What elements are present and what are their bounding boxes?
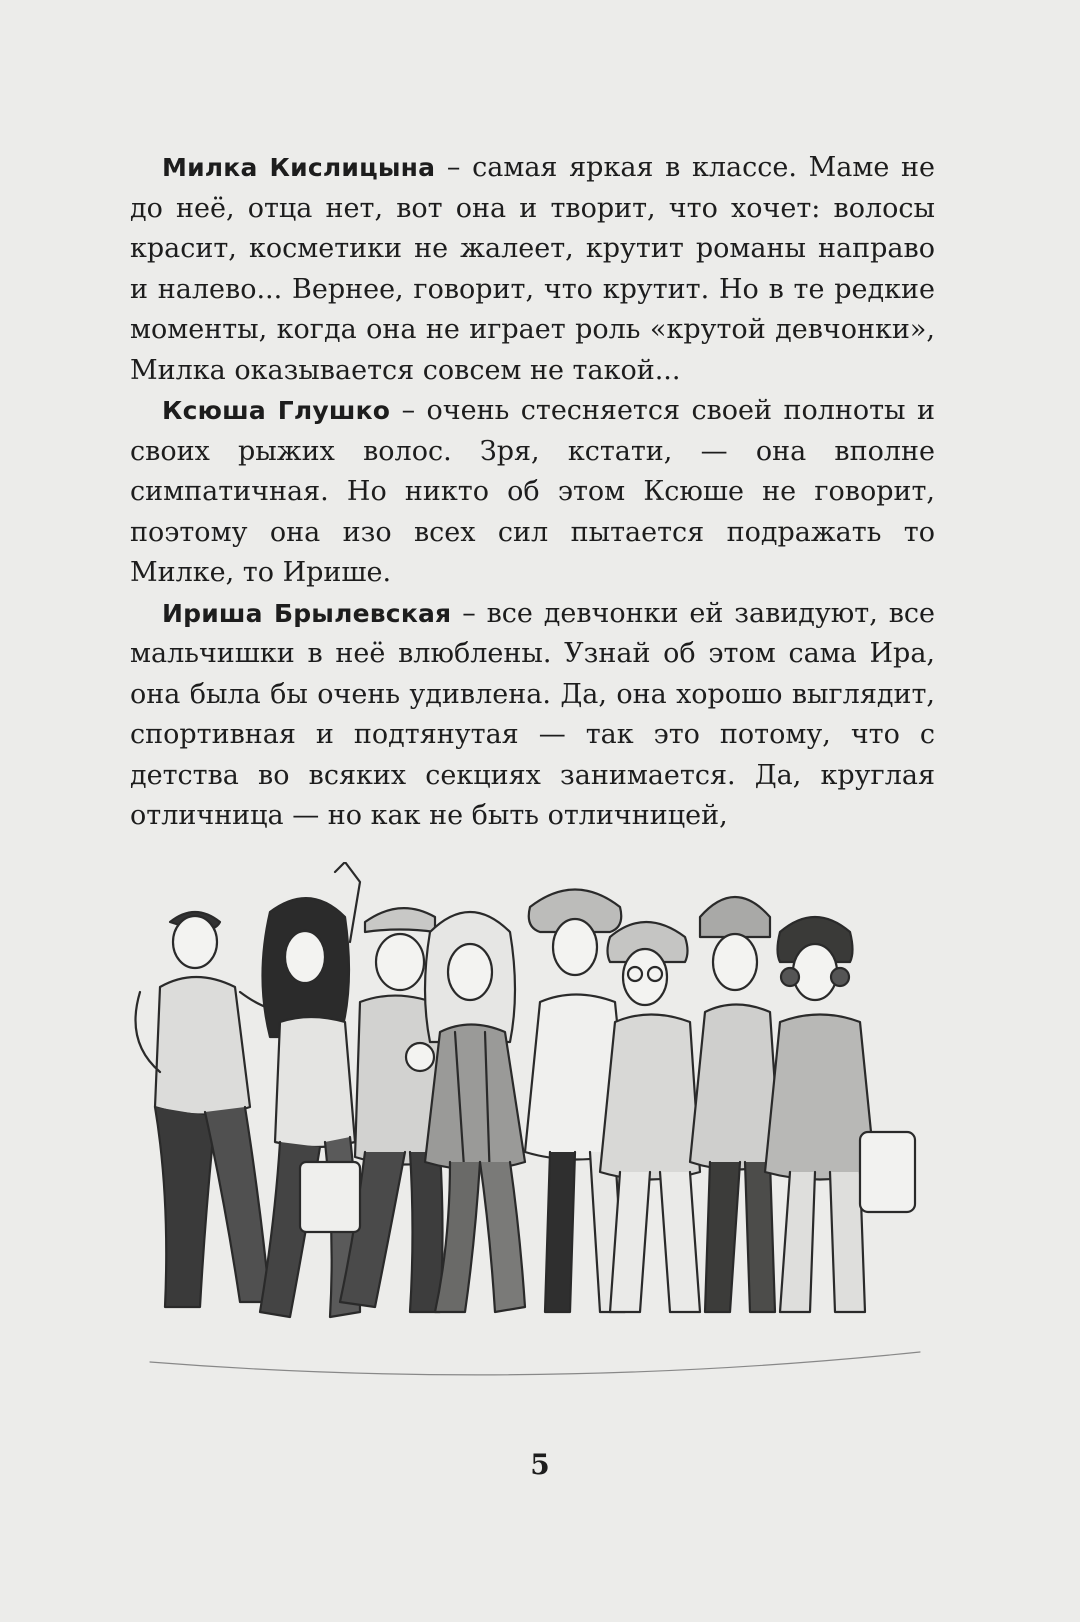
page-number: 5	[530, 1448, 550, 1481]
figure-boy-knit-hat	[690, 897, 780, 1312]
paragraph-text: – все девчонки ей завидуют, все мальчишки в неё влюблены. Узнай об этом сама Ира, она была бы очень удивлена. Да, она хорошо выглядит, спортивная и подтянутая — так это потому, что с детства во всяких секциях занимается. Да, круглая отличница — но как не быть отличницей,	[130, 597, 935, 831]
figure-boy-headphones	[765, 917, 915, 1312]
body-text	[130, 148, 935, 837]
paragraph-text: – очень стесняется своей полноты и своих рыжих волос. Зря, кстати, — она вполне симпатичная. Но никто об этом Ксюше не говорит, поэтому она изо всех сил пытается подражать то Милке, то Ирише.	[130, 395, 935, 588]
figure-boy-glasses	[600, 922, 700, 1312]
paragraph-text: – самая яркая в классе. Маме не до неё, отца нет, вот она и творит, что хочет: волосы красит, косметики не жалеет, крутит романы направо и налево... Вернее, говорит, что крутит. Но в те редкие моменты, когда она не играет роль «крутой девчонки», Милка оказывается совсем не такой...	[130, 152, 935, 386]
character-name: Ириша Брылевская	[162, 598, 452, 628]
character-name: Милка Кислицына	[162, 153, 436, 182]
character-name: Ксюша Глушко	[162, 396, 391, 425]
paragraph-milka	[130, 148, 935, 391]
group-of-teenagers-illustration	[130, 862, 930, 1402]
figure-girl-long-hair	[260, 898, 360, 1317]
paragraph-ksyusha	[130, 391, 935, 594]
paragraph-irisha	[130, 594, 935, 837]
